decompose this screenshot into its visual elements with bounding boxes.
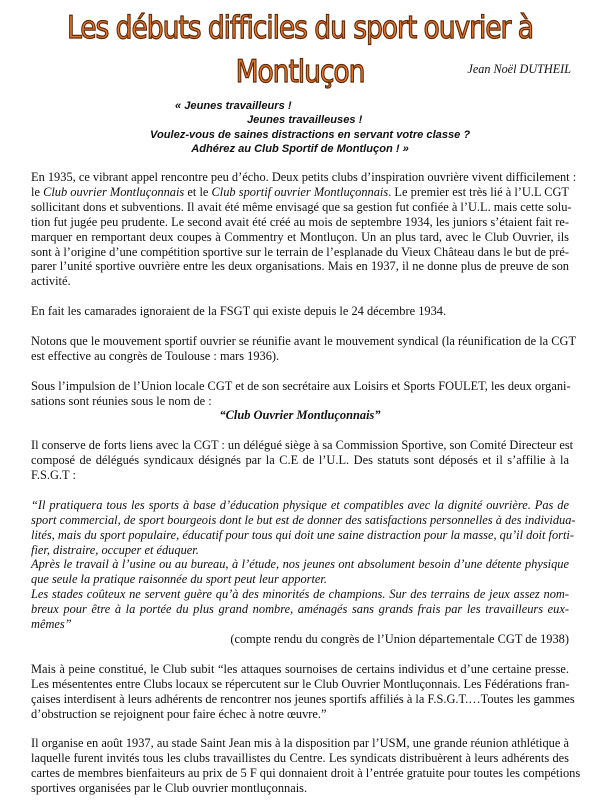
text-line: breux pour être à la portée du plus grand nombre, aménagés sans grands frais par les travailleurs eux-	[31, 602, 569, 617]
text-span: et le	[184, 184, 212, 199]
text-line: cartes de membres bienfaiteurs au prix de 5 F qui donnaient droit à l’entrée gratuite pour toutes les compétions	[31, 766, 581, 781]
text-line: activité.	[31, 274, 71, 289]
statutes-quote	[31, 497, 576, 632]
text-line: parer l’unité sportive ouvrière entre les deux organisations. Mais en 1937, il ne donne plus de preuve de son	[31, 259, 569, 274]
paragraph-cgt-links	[31, 438, 574, 483]
text-line: Il conserve de forts liens avec la CGT : un délégué siège à sa Commission Sportive, son Comité Directeur est	[31, 438, 574, 453]
club-name-heading: “Club Ouvrier Montluçonnais”	[219, 408, 381, 423]
text-line: Il organise en août 1937, au stade Saint Jean mis à la disposition par l’USM, une grande réunion athlétique à	[31, 736, 569, 751]
text-line	[31, 185, 569, 200]
author-name: Jean Noël DUTHEIL	[467, 62, 571, 76]
text-line: laquelle furent invités tous les clubs travaillistes du Centre. Les syndicats distribuèrent à leurs adhérents des	[31, 751, 569, 766]
text-span: . Le premier est très lié à l’U.L CGT	[388, 184, 569, 199]
slogan-line: Adhérez au Club Sportif de Montluçon ! »	[191, 143, 409, 156]
text-line: En 1935, ce vibrant appel rencontre peu d’écho. Deux petits clubs d’inspiration ouvrière vivent difficilement :	[31, 170, 577, 184]
text-line: sont à l’origine d’une compétition sportive sur le terrain de l’esplanade du Vieux Château dans le but de pré-	[31, 244, 569, 259]
paragraph-attacks	[31, 661, 575, 722]
text-line: “Il pratiquera tous les sports à base d’éducation physique et compatibles avec la dignité ouvrière. Pas de	[31, 497, 569, 512]
text-line: En fait les camarades ignoraient de la FSGT qui existe depuis le 24 décembre 1934.	[31, 304, 447, 319]
text-line: sollicitant dons et subventions. Il avait été même envisagé que sa gestion fut confiée à l’U.L. mais cette solu-	[31, 199, 572, 214]
paragraph-impulsion	[31, 379, 569, 409]
paragraph-fsgt	[31, 304, 569, 319]
paragraph-athletic-meeting	[31, 736, 581, 796]
text-line: Mais à peine constitué, le Club subit “les attaques sournoises de certains individus et d’une certaine presse.	[31, 661, 569, 676]
text-line: Les stades coûteux ne servent guère qu’à des minorités de champions. Sur des terrains de jeux assez nom-	[31, 587, 569, 602]
text-line: Les mésententes entre Clubs locaux se répercutent sur le Club Ouvrier Montluçonnais. Les Fédérations fran-	[31, 676, 570, 691]
text-line: composé de délégués syndicaux désignés par la C.E de l’U.L. Des statuts sont déposés et il s’affilie à la	[31, 453, 569, 468]
club-name-1: Club ouvrier Montluçonnais	[43, 184, 185, 199]
text-line: Après le travail à l’usine ou au bureau, à l’étude, nos jeunes ont absolument besoin d’une détente physique	[31, 557, 569, 572]
text-line: mêmes”	[31, 617, 72, 632]
slogan-quote	[150, 99, 471, 157]
article-body	[31, 170, 581, 811]
paragraph-intro	[31, 170, 577, 289]
text-line: d’obstruction se rejoignent pour faire échec à notre œuvre.”	[31, 706, 327, 721]
text-line: marquer en remportant deux coupes à Commentry et Montluçon. Un an plus tard, avec le Club Ouvrier, ils	[31, 229, 569, 244]
slogan-line: « Jeunes travailleurs !	[175, 100, 292, 112]
text-line: sportives organisées par le Club ouvrier montluçonnais.	[31, 781, 308, 796]
text-line: çaises interdisent à leurs adhérents de rencontrer nos jeunes sportifs affiliés à la F.S.G.T.…Toutes les gammes	[31, 691, 575, 706]
text-line: sations sont réunies sous le nom de :	[31, 393, 212, 408]
text-line: tion fut jugée peu prudente. Le second avait été créé au mois de septembre 1934, les juniors s’étaient fait re-	[31, 214, 569, 229]
text-line: fier, distraire, occuper et éduquer.	[31, 542, 199, 557]
text-line: lités, mais du sport populaire, éducatif pour tous qui doit une saine distraction pour la masse, qu’il doit forti-	[31, 527, 575, 542]
slogan-line: Jeunes travailleuses !	[247, 114, 363, 127]
text-span: le	[31, 184, 44, 199]
quote-citation: (compte rendu du congrès de l’Union départementale CGT de 1938)	[230, 632, 569, 647]
paragraph-reunification	[31, 333, 577, 364]
text-line: Sous l’impulsion de l’Union locale CGT et de son secrétaire aux Loisirs et Sports FOULET, les deux organi-	[31, 378, 571, 393]
text-line: F.S.G.T :	[31, 468, 76, 483]
text-line: que seule la pratique raisonnée du sport peut leur apporter.	[31, 572, 327, 587]
club-name-2: Club sportif ouvrier Montluçonnais	[211, 184, 389, 199]
text-line: Notons que le mouvement sportif ouvrier se réunifie avant le mouvement syndical (la réunification de la CGT	[31, 333, 577, 348]
article-title: Les débuts difficiles du sport ouvrier à Montluçon	[67, 10, 533, 90]
slogan-line: Voulez-vous de saines distractions en servant votre classe ?	[150, 128, 471, 141]
text-line: est effective au congrès de Toulouse : mars 1936).	[31, 348, 280, 363]
text-line: sport commercial, de sport bourgeois dont le but est de donner des satisfactions personnelles à des individua-	[31, 512, 576, 527]
